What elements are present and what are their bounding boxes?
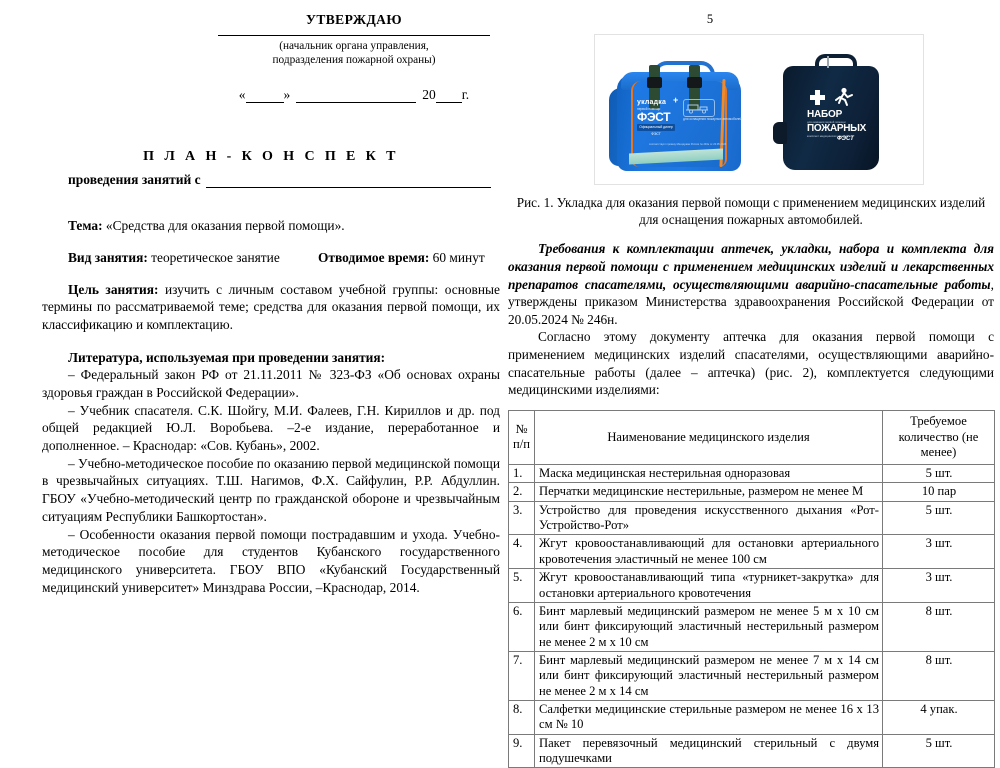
table-row — [509, 535, 995, 569]
cell-name: Жгут кровоостанавливающий типа «турникет-закрутка» для остановки артериального кровотечения — [535, 569, 883, 603]
bag-plus-icon: + — [673, 95, 679, 105]
kind-time-row — [42, 250, 500, 266]
cell-number: 6. — [509, 602, 535, 651]
medical-cross-icon — [810, 95, 825, 100]
firefighter-icon — [833, 86, 855, 108]
bag-shoulder-strap — [773, 122, 787, 144]
time-label: Отводимое время: — [318, 249, 430, 265]
firefighter-svg — [833, 86, 855, 108]
requirements-rest: , утверждены приказом Министерства здравоохранения Российской Федерации от 20.05.2024 № 246н. — [508, 276, 994, 327]
column-header-name: Наименование медицинского изделия — [535, 410, 883, 464]
cell-quantity: 5 шт. — [883, 465, 995, 483]
approval-subtext-line1: (начальник органа управления, — [279, 40, 429, 52]
cell-quantity: 5 шт. — [883, 734, 995, 768]
dark-firefighter-bag-illustration — [771, 52, 891, 176]
bag-buckle-icon — [687, 77, 702, 88]
date-year-prefix: 20 — [422, 86, 436, 102]
bag-label-tiny2: комплект медицинских изделий — [807, 134, 849, 138]
kind-value: теоретическое занятие — [151, 249, 280, 265]
cell-name: Пакет перевязочный медицинский стерильный с двумя подушечками — [535, 734, 883, 768]
topic-value: «Средства для оказания первой помощи». — [105, 217, 345, 233]
left-column — [42, 12, 500, 596]
figure-caption: Рис. 1. Укладка для оказания первой помощи с применением медицинских изделий для оснащения пожарных автомобилей. — [516, 195, 986, 228]
bag-sub-label: первой помощи — [637, 107, 661, 111]
table-row — [509, 602, 995, 651]
kind-label: Вид занятия: — [68, 249, 148, 265]
time-value: 60 минут — [432, 249, 485, 265]
page-title: П Л А Н - К О Н С П Е К Т — [143, 148, 399, 164]
page-subtitle — [42, 172, 500, 188]
column-header-number — [509, 410, 535, 464]
table-header-row — [509, 410, 995, 464]
date-line — [218, 87, 490, 103]
column-header-quantity: Требуемое количество (не менее) — [883, 410, 995, 464]
cell-number: 3. — [509, 501, 535, 535]
approval-subtext-line2: подразделения пожарной охраны) — [272, 54, 436, 67]
literature-item: – Учебно-методическое пособие по оказанию первой медицинской помощи в чрезвычайных ситуациях. Т.Ш. Нагимов, Ф.Х. Сайфулин, Р.Р. Абдуллин. ГБОУ «Учебно-методический центр по гражданской обороне и чрезвычайным ситуациям Республики Башкортостан». — [42, 455, 501, 524]
fire-truck-svg — [684, 100, 712, 114]
literature-item: – Учебник спасателя. С.К. Шойгу, М.И. Фалеев, Г.Н. Кириллов и др. под общей редакцией Ю.Л. Воробьева. –2-е издание, переработанное и дополненное. – Краснодар: «Сов. Кубань», 2002. — [42, 402, 500, 454]
goal-value: изучить с личным составом учебной группы: основные термины по рассматриваемой теме; средства для оказания первой помощи, их классификацию и комплектацию. — [42, 281, 500, 332]
according-paragraph: Согласно этому документу аптечка для оказания первой помощи с применением медицинских изделий спасателями, осуществляющими аварийно-спасательные работы (далее – аптечка) (рис. 2), комплектуется следующими медицинскими изделиями: — [508, 329, 994, 398]
requirements-emphasis: Требования к комплектации аптечек, укладки, набора и комплекта для оказания первой помощи с применением медицинских изделий и лекарственных препаратов спасателями, осуществляющими аварийно-спасательные работы — [508, 241, 994, 292]
approval-signature-line — [218, 35, 490, 36]
topic-label: Тема: — [68, 217, 103, 233]
time-cell — [318, 250, 485, 266]
bag-brand-label: укладка — [637, 99, 667, 106]
topic-row — [42, 217, 500, 235]
cell-name: Перчатки медицинские нестерильные, размером не менее М — [535, 483, 883, 501]
cell-name: Жгут кровоостанавливающий для остановки артериального кровотечения эластичный не менее 100 см — [535, 535, 883, 569]
literature-item: – Особенности оказания первой помощи пострадавшим и ухода. Учебно-методическое пособие для студентов Кубанского государственного медицинского университета. ГБОУ ВПО «Кубанский Государственный медицинский университет» Минздрава России, –Краснодар, 2014. — [42, 526, 500, 595]
bag-label-line2: ПОЖАРНЫХ — [807, 123, 867, 134]
kind-cell — [68, 250, 318, 266]
cell-name: Маска медицинская нестерильная одноразовая — [535, 465, 883, 483]
bag-brand-mark: ФЭСТ — [837, 136, 854, 142]
bag-main-label: ФЭСТ — [637, 110, 671, 124]
cell-number: 2. — [509, 483, 535, 501]
bag-icon-caption: для оснащения пожарных автомобилей — [683, 117, 742, 121]
cell-name: Бинт марлевый медицинский размером не менее 7 м х 14 см или бинт фиксирующий эластичный нестерильный размером не менее 2 м х 14 см — [535, 651, 883, 700]
cell-quantity: 8 шт. — [883, 602, 995, 651]
bag-dealer-label: Официальный дилер ФЭСТ — [637, 124, 675, 131]
table-row — [509, 501, 995, 535]
approval-title: УТВЕРЖДАЮ — [306, 12, 402, 27]
figure-image — [594, 34, 924, 185]
table-row — [509, 651, 995, 700]
column-header-number-line1: № — [515, 421, 528, 436]
date-day-blank[interactable] — [246, 89, 284, 103]
fire-truck-icon — [683, 99, 715, 117]
cell-quantity: 3 шт. — [883, 569, 995, 603]
cell-quantity: 4 упак. — [883, 701, 995, 735]
date-year-blank[interactable] — [436, 89, 462, 103]
bag-label-tiny1: для оказания первой помощи — [807, 120, 846, 124]
bag-handle-bar — [827, 56, 829, 68]
cell-number: 8. — [509, 701, 535, 735]
cell-quantity: 3 шт. — [883, 535, 995, 569]
cell-quantity: 8 шт. — [883, 651, 995, 700]
bag-buckle-icon — [647, 77, 662, 88]
date-month-blank[interactable] — [296, 89, 416, 103]
literature-heading-text: Литература, используемая при проведении занятия: — [68, 349, 386, 365]
medical-items-table — [508, 410, 995, 768]
cell-number: 1. — [509, 465, 535, 483]
page-subtitle-label: проведения занятий с — [68, 171, 201, 187]
cell-name: Устройство для проведения искусственного дыхания «Рот-Устройство-Рот» — [535, 501, 883, 535]
bag-label-line1: НАБОР — [807, 109, 843, 120]
cell-quantity: 10 пар — [883, 483, 995, 501]
date-year-suffix: г. — [461, 86, 470, 102]
cell-number: 9. — [509, 734, 535, 768]
table-body — [509, 465, 995, 768]
date-quote-open: « — [238, 86, 246, 102]
page-subtitle-blank[interactable] — [206, 174, 491, 188]
table-row — [509, 569, 995, 603]
cell-number: 7. — [509, 651, 535, 700]
cell-number: 5. — [509, 569, 535, 603]
table-row — [509, 483, 995, 501]
approval-block — [218, 12, 490, 103]
table-row — [509, 465, 995, 483]
requirements-paragraph — [508, 240, 994, 328]
cell-name: Салфетки медицинские стерильные размером не менее 16 х 13 см № 10 — [535, 701, 883, 735]
blue-first-aid-bag-illustration — [609, 55, 749, 173]
literature-heading — [42, 349, 500, 367]
cell-number: 4. — [509, 535, 535, 569]
table-row — [509, 734, 995, 768]
date-quote-close: » — [283, 86, 291, 102]
literature-item: – Федеральный закон РФ от 21.11.2011 № 323-ФЗ «Об основах охраны здоровья граждан в Российской Федерации». — [42, 367, 500, 401]
page-number: 5 — [706, 12, 714, 26]
goal-label: Цель занятия: — [68, 281, 159, 297]
column-header-number-line2: п/п — [513, 437, 530, 452]
right-column — [508, 12, 994, 768]
table-row — [509, 701, 995, 735]
cell-name: Бинт марлевый медицинский размером не менее 5 м х 10 см или бинт фиксирующий эластичный нестерильный размером не менее 2 м х 10 см — [535, 602, 883, 651]
bag-footer-label: соответствует приказу Минздрава России № 246н от 20.05.2024 — [649, 143, 727, 146]
cell-quantity: 5 шт. — [883, 501, 995, 535]
goal-paragraph — [42, 281, 500, 334]
